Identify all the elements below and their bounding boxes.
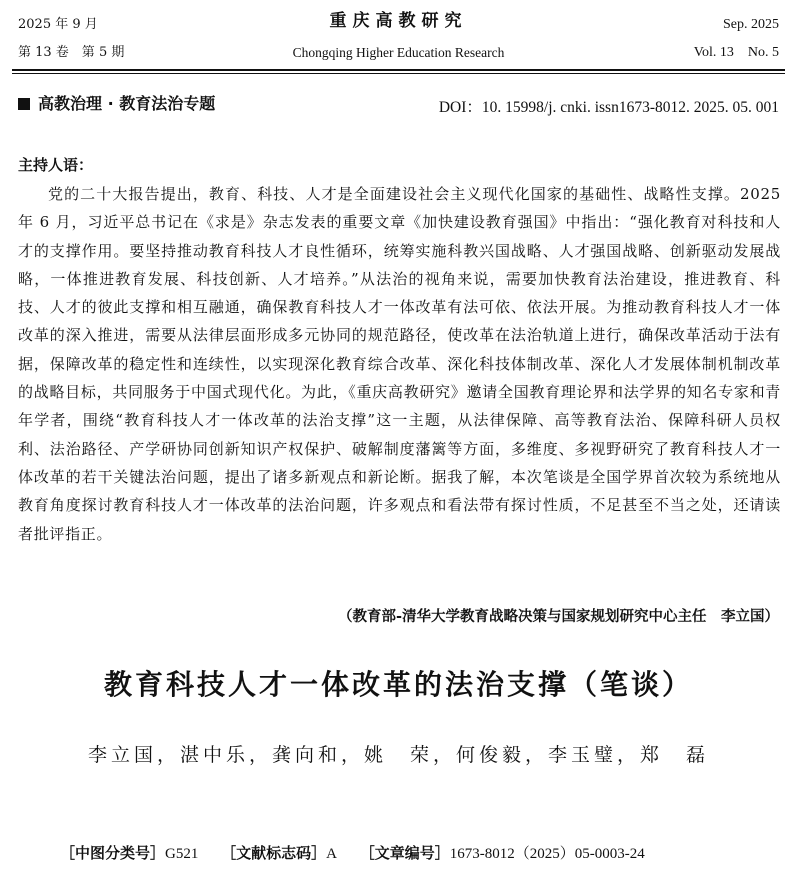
section-title: 高教治理 · 教育法治专题 <box>38 94 216 113</box>
journal-title-en: Chongqing Higher Education Research <box>292 45 505 60</box>
issue-volume-en: Vol. 13 No. 5 <box>693 45 779 60</box>
section-heading <box>18 94 215 114</box>
issue-date-en: Sep. 2025 <box>723 17 779 32</box>
clc-value: G521 <box>165 846 199 862</box>
doc-code-label: ［文献标志码］ <box>221 844 327 862</box>
doc-code-value: A <box>326 846 337 862</box>
issue-volume-cn: 第 13 卷 第 5 期 <box>18 45 125 60</box>
host-label: 主持人语： <box>18 156 94 174</box>
article-authors: 李立国，湛中乐，龚向和，姚 荣，何俊毅，李玉璧，郑 磊 <box>87 744 709 766</box>
square-bullet-icon <box>18 98 30 110</box>
article-title: 教育科技人才一体改革的法治支撑（笔谈） <box>103 668 693 701</box>
clc-label: ［中图分类号］ <box>60 844 166 862</box>
article-metadata <box>60 842 663 863</box>
doi: DOI：10. 15998/j. cnki. issn1673-8012. 2025. 05. 001 <box>438 99 779 116</box>
journal-title-cn: 重庆高教研究 <box>329 11 468 31</box>
article-no-value: 1673-8012（2025）05-0003-24 <box>449 846 645 862</box>
header-rule-thin <box>12 73 785 74</box>
article-no-label: ［文章编号］ <box>359 844 450 862</box>
host-remarks: 党的二十大报告提出，教育、科技、人才是全面建设社会主义现代化国家的基础性、战略性支撑。2025 年 6 月，习近平总书记在《求是》杂志发表的重要文章《加快建设教育强国》中指出：“强化教育对科技和人才的支撑作用。要坚持推动教育科技人才良性循环，统筹实施科教兴国战略、人才强国战略、创新驱动发展战略，一体推进教育发展、科技创新、人才培养。”从法治的视角来说，需要加快教育法治建设，推进教育、科技、人才的彼此支撑和相互融通，确保教育科技人才一体改革有法可依、依法开展。为推动教育科技人才一体改革的深入推进，需要从法律层面形成多元协同的规范路径，使改革在法治轨道上进行，确保改革活动于法有据，保障改革的稳定性和连续性，以实现深化教育综合改革、深化科技体制改革、深化人才发展体制机制改革的战略目标，共同服务于中国式现代化。为此，《重庆高教研究》邀请全国教育理论界和法学界的知名专家和青年学者，围绕“教育科技人才一体改革的法治支撑”这一主题，从法律保障、高等教育法治、保障科研人员权利、法治路径、产学研协同创新知识产权保护、破解制度藩篱等方面，多维度、多视野研究了教育科技人才一体改革的若干关键法治问题，提出了诸多新观点和新论断。据我了解，本次笔谈是全国学界首次较为系统地从教育角度探讨教育科技人才一体改革的法治问题，许多观点和看法带有探讨性质，不足甚至不当之处，还请读者批评指正。 <box>18 185 781 543</box>
host-signature: （教育部-清华大学教育战略决策与国家规划研究中心主任 李立国） <box>337 609 779 625</box>
issue-date-cn: 2025 年 9 月 <box>18 17 98 32</box>
header-rule-thick <box>12 69 785 71</box>
